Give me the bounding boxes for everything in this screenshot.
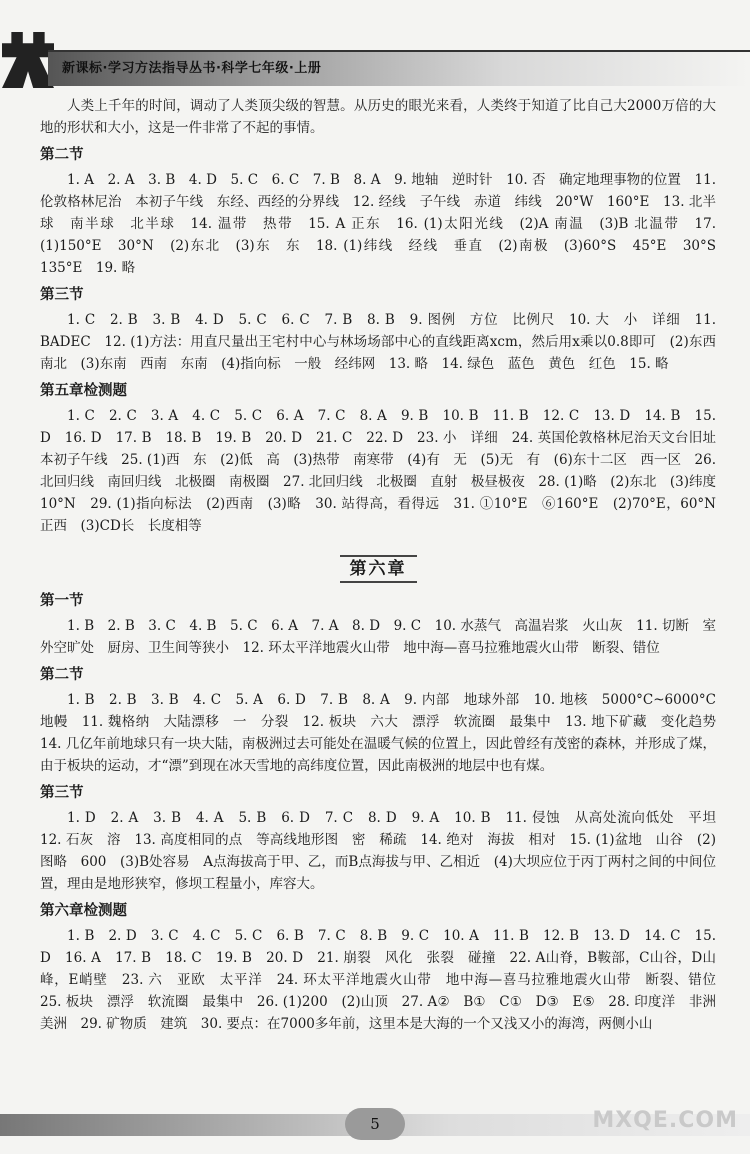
section-answers: 1. C 2. C 3. A 4. C 5. C 6. A 7. C 8. A 9. B 10. B 11. B 12. C 13. D 14. B 15. D 16. D 17. B 18. B 19. B 20. D 21. C 22. D 23. 小 详细 24. 英国伦敦格林尼治天文台旧址 本初子午线 25. (1)西 东 (2)低 高 (3)热带 南寒带 (4)有 无 (5)无 有 (6)东十二区 西一区 26. 北回归线 南回归线 北极圈 南极圈 27. 北回归线 北极圈 直射 极昼极夜 28. (1)略 (2)东北 (3)纬度10°N 29. (1)指向标法 (2)西南 (3)略 30. 站得高，看得远 31. ①10°E ⑥160°E (2)70°E，60°N 正西 (3)CD长 长度相等 (40, 408, 730, 534)
section-answers: 1. B 2. B 3. B 4. C 5. A 6. D 7. B 8. A 9. 内部 地球外部 10. 地核 5000°C~6000°C 地幔 11. 魏格纳 大陆漂移 一 分裂 12. 板块 六大 漂浮 软流圈 最集中 13. 地下矿藏 变化趋势 14. 几亿年前地球只有一块大陆，南极洲过去可能处在温暖气候的位置上，因此曾经有茂密的森林，并形成了煤，由于板块的运动，才“漂”到现在冰天雪地的高纬度位置，因此南极洲的地层中也有煤。 (40, 692, 730, 774)
chapter-heading (40, 555, 716, 583)
watermark: MXQE.COM (592, 1108, 738, 1133)
section-heading: 第一节 (40, 593, 84, 609)
page-number: 5 (345, 1108, 405, 1140)
series-title: 新课标·学习方法指导丛书·科学七年级·上册 (62, 61, 322, 76)
section-heading: 第三节 (40, 785, 84, 801)
intro-paragraph: 人类上千年的时间，调动了人类顶尖级的智慧。从历史的眼光来看，人类终于知道了比自己大2000万倍的大地的形状和大小，这是一件非常了不起的事情。 (40, 98, 716, 136)
section-answers: 1. D 2. A 3. B 4. A 5. B 6. D 7. C 8. D 9. A 10. B 11. 侵蚀 从高处流向低处 平坦 12. 石灰 溶 13. 高度相同的点 等高线地形图 密 稀疏 14. 绝对 海拔 相对 15. (1)盆地 山谷 (2)图略 600 (3)B处容易 A点海拔高于甲、乙，而B点海拔与甲、乙相近 (4)大坝应位于丙丁两村之间的中间位置，理由是地形狭窄，修坝工程量小，库容大。 (40, 810, 730, 892)
section-answers: 1. C 2. B 3. B 4. D 5. C 6. C 7. B 8. B 9. 图例 方位 比例尺 10. 大 小 详细 11. BADEC 12. (1)方法：用直尺量出王宅村中心与林场场部中心的直线距离xcm，然后用x乘以0.8即可 (2)东西 南北 (3)东南 西南 东南 (4)指向标 一般 经纬网 13. 略 14. 绿色 蓝色 黄色 红色 15. 略 (40, 312, 730, 372)
section-heading: 第六章检测题 (40, 903, 127, 919)
section-heading: 第二节 (40, 667, 84, 683)
series-logo-icon (2, 32, 54, 88)
section-answers: 1. A 2. A 3. B 4. D 5. C 6. C 7. B 8. A 9. 地轴 逆时针 10. 否 确定地理事物的位置 11. 伦敦格林尼治 本初子午线 东经、西经的分界线 12. 经线 子午线 赤道 纬线 20°W 160°E 13. 北半球 南半球 北半球 14. 温带 热带 15. A 正东 16. (1)太阳光线 (2)A 南温 (3)B 北温带 17. (1)150°E 30°N (2)东北 (3)东 东 18. (1)纬线 经线 垂直 (2)南极 (3)60°S 45°E 30°S 135°E 19. 略 (40, 172, 730, 276)
section-answers: 1. B 2. D 3. C 4. C 5. C 6. B 7. C 8. B 9. C 10. A 11. B 12. B 13. D 14. C 15. D 16. A 17. B 18. C 19. B 20. D 21. 崩裂 风化 张裂 碰撞 22. A山脊，B鞍部，C山谷，D山峰，E峭壁 23. 六 亚欧 太平洋 24. 环太平洋地震火山带 地中海—喜马拉雅地震火山带 断裂、错位 25. 板块 漂浮 软流圈 最集中 26. (1)200 (2)山顶 27. A② B① C① D③ E⑤ 28. 印度洋 非洲 美洲 29. 矿物质 建筑 30. 要点：在7000多年前，这里本是大海的一个又浅又小的海湾，两侧小山 (40, 928, 730, 1032)
section-heading: 第五章检测题 (40, 383, 127, 399)
page-footer (0, 1108, 750, 1154)
section-answers: 1. B 2. B 3. C 4. B 5. C 6. A 7. A 8. D 9. C 10. 水蒸气 高温岩浆 火山灰 11. 切断 室外空旷处 厨房、卫生间等狭小 12. 环太平洋地震火山带 地中海—喜马拉雅地震火山带 断裂、错位 (40, 618, 716, 656)
section-heading: 第二节 (40, 147, 84, 163)
page-header (0, 28, 750, 88)
chapter-title: 第六章 (340, 555, 417, 583)
section-heading: 第三节 (40, 287, 84, 303)
answer-content (40, 95, 730, 1035)
